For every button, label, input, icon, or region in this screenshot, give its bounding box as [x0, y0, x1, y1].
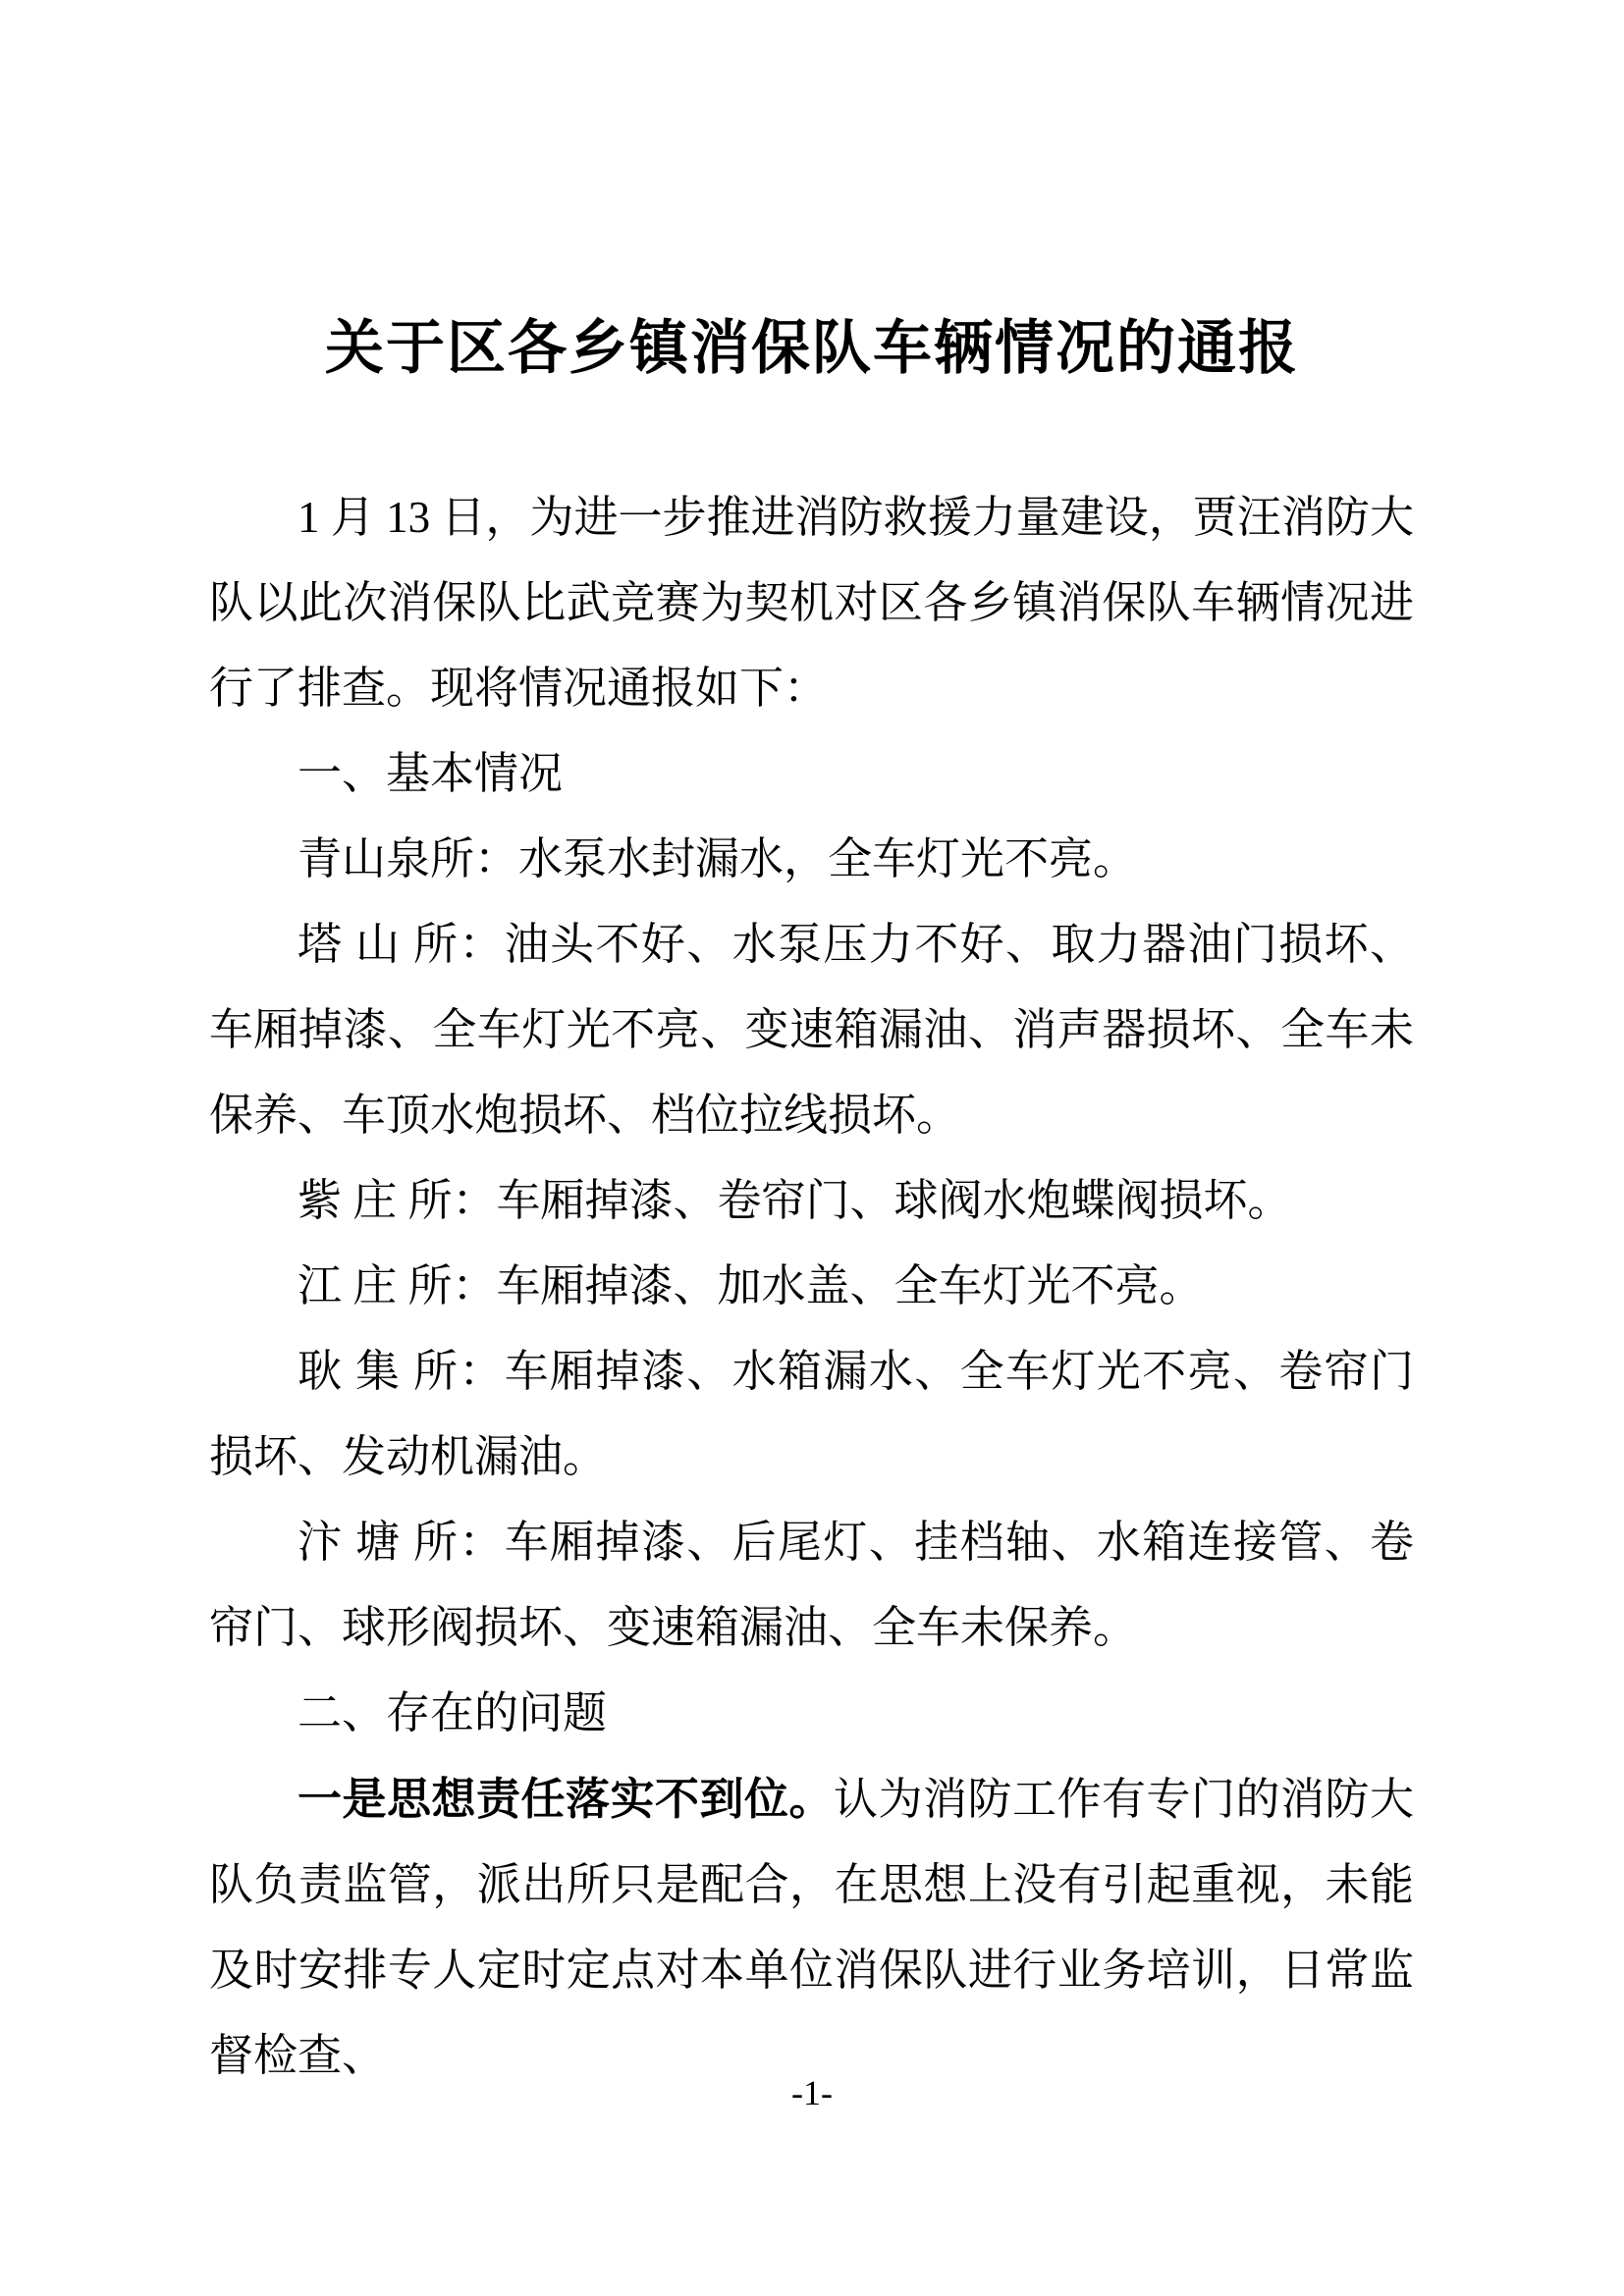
problem-paragraph-1	[209, 1756, 1414, 2099]
station-line-jiangzhuang: 江 庄 所：车厢掉漆、加水盖、全车灯光不亮。	[298, 1261, 1204, 1310]
problem-rest-text: 认为消防工作有专门的消防大队负责监管，派出所只是配合，在思想上没有引起重视，未能及时安排专人定时定点对本单位消保队进行业务培训，日常监督检查、	[209, 1775, 1414, 2080]
station-line-biantang: 汴 塘 所：车厢掉漆、后尾灯、挂档轴、水箱连接管、卷帘门、球形阀损坏、变速箱漏油、全车未保养。	[209, 1518, 1414, 1652]
station-line-tashan: 塔 山 所：油头不好、水泵压力不好、取力器油门损坏、车厢掉漆、全车灯光不亮、变速箱漏油、消声器损坏、全车未保养、车顶水炮损坏、档位拉线损坏。	[209, 920, 1414, 1140]
station-line-zizhuang: 紫 庄 所：车厢掉漆、卷帘门、球阀水炮蝶阀损坏。	[298, 1176, 1292, 1225]
section-heading-2: 二、存在的问题	[298, 1688, 608, 1737]
section-heading-1: 一、基本情况	[298, 749, 564, 798]
document-title: 关于区各乡镇消保队车辆情况的通报	[325, 315, 1299, 381]
document-body	[209, 475, 1414, 2099]
intro-paragraph: 1 月 13 日，为进一步推进消防救援力量建设，贾汪消防大队以此次消保队比武竞赛为契机对区各乡镇消保队车辆情况进行了排查。现将情况通报如下：	[209, 493, 1414, 713]
page-number: -1-	[791, 2073, 833, 2112]
station-line-qingshanquan: 青山泉所：水泵水封漏水，全车灯光不亮。	[298, 834, 1138, 883]
problem-lead-bold: 一是思想责任落实不到位。	[298, 1774, 834, 1824]
station-line-gengji: 耿 集 所：车厢掉漆、水箱漏水、全车灯光不亮、卷帘门损坏、发动机漏油。	[209, 1347, 1414, 1481]
